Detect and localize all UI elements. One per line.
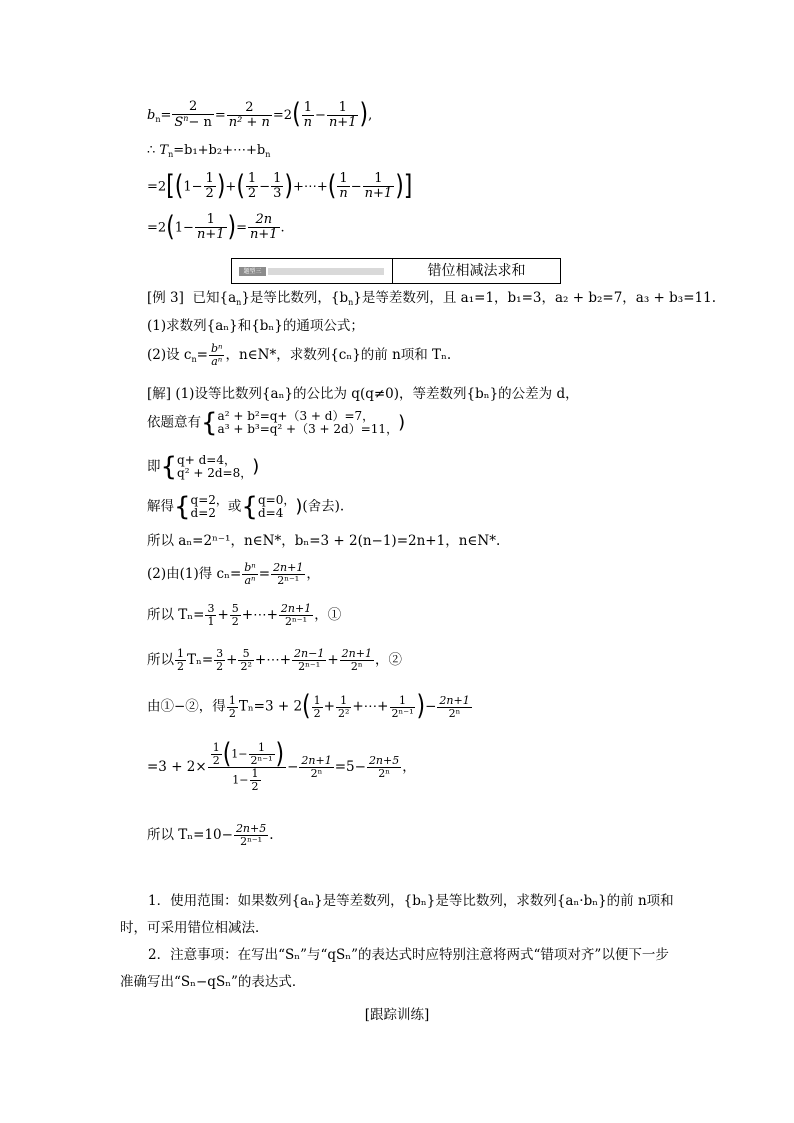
question-1: (1)求数列{aₙ}和{bₙ}的通项公式； bbox=[147, 318, 364, 334]
banner-tag: 题型三 bbox=[239, 267, 266, 276]
banner-bar bbox=[268, 268, 384, 275]
expand-line: =2[(1− $\frac{1}{2}$ )+( $\frac{1}{2}$ − $\frac{1}{3}$ )+⋯+( $\frac{1}{n}$ − $\frac{1}{n+1}$ )] bbox=[147, 170, 413, 202]
solution-s5: 所以 aₙ=2ⁿ⁻¹，n∈N*，bₙ=3 + 2(n−1)=2n+1，n∈N*. bbox=[147, 533, 501, 549]
example-line: [例 3] 已知$\{a_n\}$是等比数列，$\{b_n\}$是等差数列，且 a₁=1，b₁=3，a₂ + b₂=7，a₃ + b₃=11. bbox=[147, 290, 716, 307]
solution-s6: (2)由(1)得 cₙ= $\frac{\text{bⁿ}}{\text{aⁿ}}$ = $\frac{2n+1}{\text{2ⁿ⁻¹}}$ ， bbox=[147, 561, 320, 588]
example-label: [例 3] bbox=[147, 290, 184, 306]
banner-left bbox=[232, 259, 393, 283]
solution-s1: [解] (1)设等比数列{aₙ}的公比为 q(q≠0)，等差数列{bₙ}的公差为 d， bbox=[147, 386, 579, 402]
b-def-line: $b_n=$ $\frac{2}{S^n- n}$ = $\frac{2}{\text{n² + n}}$ =2( $\frac{1}{n}$ − $\frac{1}{n+1}$ ), bbox=[147, 98, 373, 131]
note-2: 2．注意事项：在写出“Sₙ”与“qSₙ”的表达式时应特别注意将两式“错项对齐”以便下一步准确写出“Sₙ−qSₙ”的表达式． bbox=[120, 947, 669, 990]
solution-s11: 所以 Tₙ=10− $\frac{2n+5}{\text{2ⁿ⁻¹}}$ . bbox=[147, 822, 274, 849]
result-line: =2(1− $\frac{1}{n+1}$ )= $\frac{2n}{n+1}$ . bbox=[147, 211, 285, 243]
solution-s9: 由①−②，得 $\frac{1}{2}$ Tₙ=3 + 2( $\frac{1}{2}$ + $\frac{1}{\text{2²}}$ +⋯+ $\frac{1}{\text{2ⁿ⁻¹}}$ )− $\frac{2n+1}{\text{2ⁿ}}$ bbox=[147, 690, 470, 722]
question-2: (2)设 $c_n=$ $\frac{\text{bⁿ}}{\text{aⁿ}}$ ，n∈N*，求数列{cₙ}的前 n项和 Tₙ. bbox=[147, 342, 452, 369]
solution-s2: 依题意有{ a² + b²=q+（3 + d）=7， a³ + b³=q² +（3 + 2d）=11， ) bbox=[147, 408, 406, 439]
solution-s10: =3 + 2× $\frac{1}{2}$ (1− $\frac{1}{\text{2ⁿ⁻¹}}$ ) 1− $\frac{1}{2}$ − $\frac{2n+1}{\text{2ⁿ}}$ =5− $\frac{2n+5}{\text{2ⁿ}}$ ， bbox=[147, 738, 416, 794]
t-sum-line: ∴ $T_n=b_1+b_2+\cdots+b_n$ bbox=[147, 143, 271, 159]
solution-s3: 即{ q+ d=4， q² + 2d=8， ) bbox=[147, 452, 260, 483]
solution-s4: 解得{ q=2， d=2 或{ q=0， d=4 )(舍去). bbox=[147, 492, 345, 523]
solution-s7: 所以 Tₙ= $\frac{3}{1}$ + $\frac{5}{2}$ +⋯+ $\frac{2n+1}{\text{2ⁿ⁻¹}}$ ，① bbox=[147, 602, 342, 629]
follow-training-heading: [跟踪训练] bbox=[364, 1007, 430, 1023]
section-banner bbox=[231, 258, 561, 284]
note-1: 1．使用范围：如果数列{aₙ}是等差数列，{bₙ}是等比数列，求数列{aₙ·bₙ}的前 n项和时，可采用错位相减法． bbox=[120, 893, 674, 936]
banner-title: 错位相减法求和 bbox=[427, 263, 526, 279]
solution-s8: 所以 $\frac{1}{2}$ Tₙ= $\frac{3}{2}$ + $\frac{5}{\text{2²}}$ +⋯+ $\frac{2n-1}{\text{2ⁿ⁻¹}}$ + $\frac{2n+1}{\text{2ⁿ}}$ ，② bbox=[147, 647, 402, 674]
